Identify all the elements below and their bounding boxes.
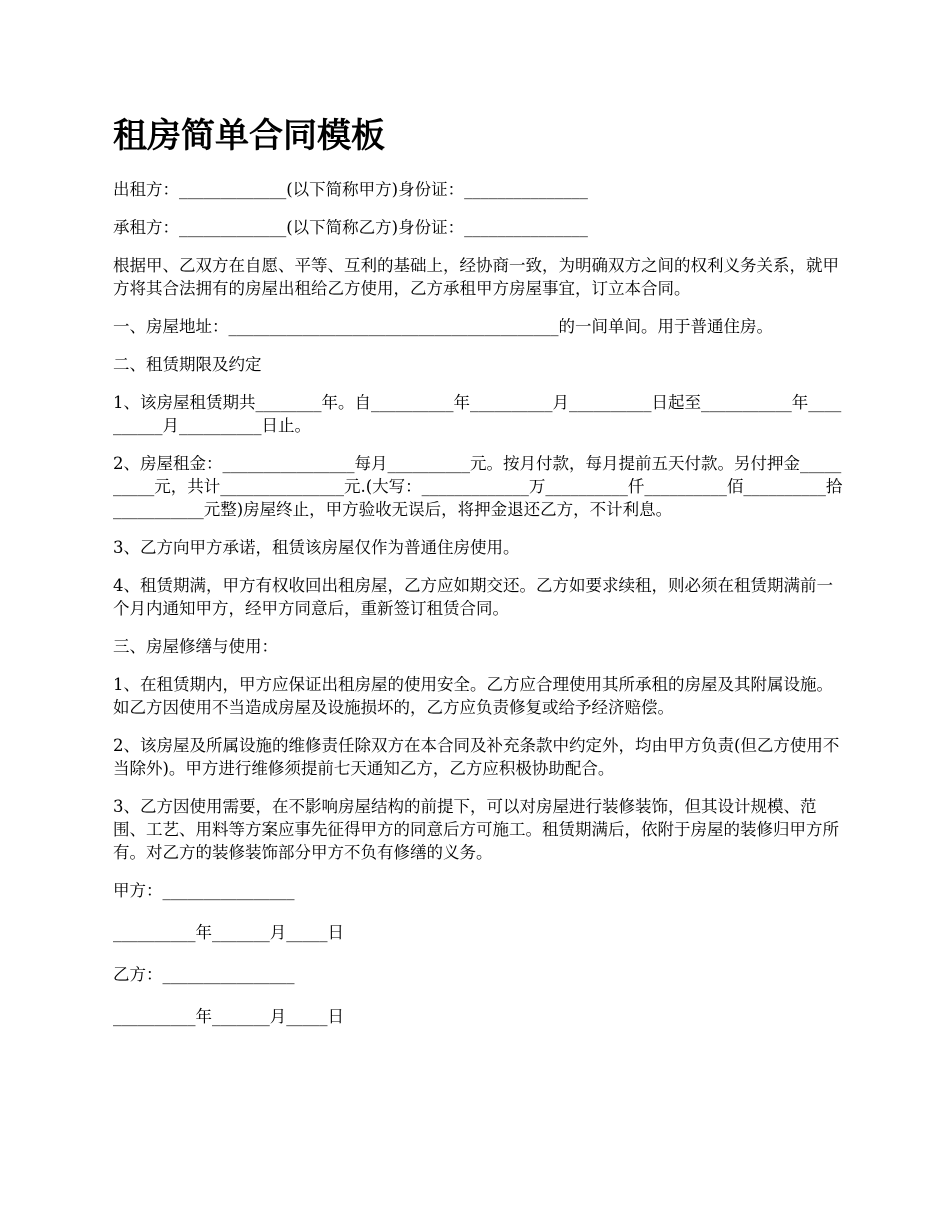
paragraph-house-address: 一、房屋地址：________________________________________的一间单间。用于普通住房。 — [113, 317, 773, 336]
contract-page — [113, 112, 843, 1047]
paragraph-preamble: 根据甲、乙双方在自愿、平等、互利的基础上，经协商一致，为明确双方之间的权利义务关系，就甲方将其合法拥有的房屋出租给乙方使用，乙方承租甲方房屋事宜，订立本合同。 — [113, 256, 839, 298]
paragraph-lessee: 承租方：_____________(以下简称乙方)身份证：_______________ — [113, 218, 588, 237]
clause-maintenance: 2、该房屋及所属设施的维修责任除双方在本合同及补充条款中约定外，均由甲方负责(但乙方使用不当除外)。甲方进行维修须提前七天通知乙方，乙方应积极协助配合。 — [113, 736, 840, 778]
section-heading-repair: 三、房屋修缮与使用： — [113, 637, 278, 656]
section-heading-lease-term: 二、租赁期限及约定 — [113, 355, 262, 374]
clause-expiry: 4、租赁期满，甲方有权收回出租房屋，乙方应如期交还。乙方如要求续租，则必须在租赁期满前一个月内通知甲方，经甲方同意后，重新签订租赁合同。 — [113, 576, 833, 618]
clause-rent: 2、房屋租金：________________每月__________元。按月付款，每月提前五天付款。另付押金__________元，共计_______________元.(大写：_____________万__________仟__________佰__________拾___________元整)房屋终止，甲方验收无误后，将押金退还乙方，不计利息。 — [113, 454, 843, 519]
signature-party-a: 甲方：________________ — [113, 881, 295, 900]
clause-usage: 3、乙方向甲方承诺，租赁该房屋仅作为普通住房使用。 — [113, 538, 520, 557]
clause-safety: 1、在租赁期内，甲方应保证出租房屋的使用安全。乙方应合理使用其所承租的房屋及其附属设施。如乙方因使用不当造成房屋及设施损坏的，乙方应负责修复或给予经济赔偿。 — [113, 675, 833, 717]
clause-decoration: 3、乙方因使用需要，在不影响房屋结构的前提下，可以对房屋进行装修装饰，但其设计规模、范围、工艺、用料等方案应事先征得甲方的同意后方可施工。租赁期满后，依附于房屋的装修归甲方所有。对乙方的装修装饰部分甲方不负有修缮的义务。 — [113, 797, 839, 862]
signature-party-a-date: __________年_______月_____日 — [113, 923, 344, 942]
signature-party-b: 乙方：________________ — [113, 965, 295, 984]
paragraph-lessor: 出租方：_____________(以下简称甲方)身份证：_______________ — [113, 180, 588, 199]
clause-lease-period: 1、该房屋租赁期共________年。自__________年__________月__________日起至___________年__________月__________日止。 — [113, 393, 842, 435]
document-title: 租房简单合同模板 — [113, 116, 385, 156]
signature-party-b-date: __________年_______月_____日 — [113, 1007, 344, 1026]
